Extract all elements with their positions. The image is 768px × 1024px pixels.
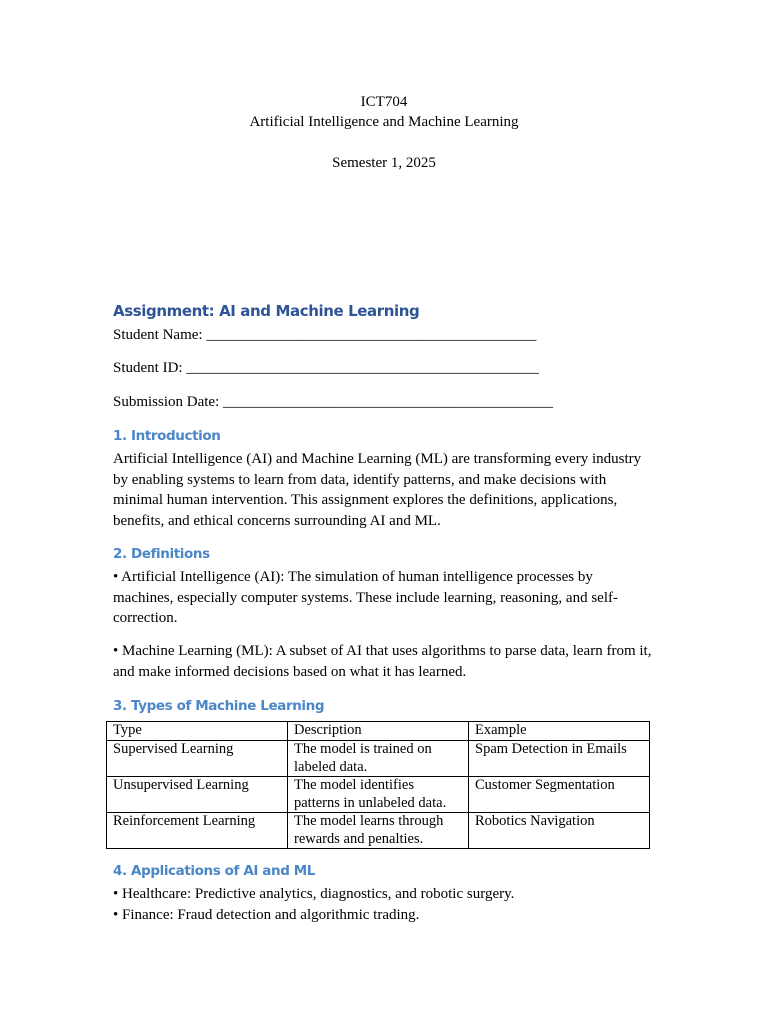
table-cell: Reinforcement Learning — [107, 813, 288, 849]
column-header-type: Type — [107, 722, 288, 741]
student-id-blank: _______________________________________________ — [186, 360, 539, 376]
column-header-example: Example — [469, 722, 650, 741]
submission-date-blank: ____________________________________________ — [223, 394, 554, 410]
definition-ai: • Artificial Intelligence (AI): The simulation of human intelligence processes by machines, especially computer systems. These include learning, reasoning, and self-correction. — [113, 569, 618, 626]
student-id-field — [113, 358, 539, 378]
semester: Semester 1, 2025 — [332, 155, 436, 171]
course-code: ICT704 — [360, 94, 408, 110]
table-cell: Supervised Learning — [107, 741, 288, 777]
course-title: Artificial Intelligence and Machine Learning — [249, 114, 519, 130]
table-cell: The model is trained on labeled data. — [288, 741, 469, 777]
assignment-title: Assignment: AI and Machine Learning — [113, 302, 420, 320]
introduction-heading: 1. Introduction — [113, 428, 221, 444]
submission-date-label: Submission Date: — [113, 394, 224, 410]
submission-date-field — [113, 392, 553, 412]
definitions-heading: 2. Definitions — [113, 546, 210, 562]
student-name-blank: ____________________________________________ — [206, 327, 537, 343]
table-row — [107, 777, 650, 813]
application-healthcare: • Healthcare: Predictive analytics, diagnostics, and robotic surgery. — [113, 886, 515, 902]
table-row — [107, 813, 650, 849]
definition-ml: • Machine Learning (ML): A subset of AI that uses algorithms to parse data, learn from it, and make informed decisions based on what it has learned. — [113, 643, 652, 680]
types-heading: 3. Types of Machine Learning — [113, 698, 325, 714]
application-finance: • Finance: Fraud detection and algorithmic trading. — [113, 907, 420, 923]
table-cell: Customer Segmentation — [469, 777, 650, 813]
table-cell: Unsupervised Learning — [107, 777, 288, 813]
column-header-description: Description — [288, 722, 469, 741]
ml-types-table — [106, 721, 650, 849]
student-id-label: Student ID: — [113, 360, 187, 376]
student-name-label: Student Name: — [113, 327, 207, 343]
table-header-row — [107, 722, 650, 741]
table-cell: Spam Detection in Emails — [469, 741, 650, 777]
student-name-field — [113, 325, 536, 345]
applications-heading: 4. Applications of AI and ML — [113, 863, 316, 879]
introduction-text: Artificial Intelligence (AI) and Machine Learning (ML) are transforming every industry by enabling systems to learn from data, identify patterns, and make decisions with minimal human intervention. This assignment explores the definitions, applications, benefits, and ethical concerns surrounding AI and ML. — [113, 451, 642, 529]
table-cell: The model learns through rewards and penalties. — [288, 813, 469, 849]
table-cell: Robotics Navigation — [469, 813, 650, 849]
table-cell: The model identifies patterns in unlabeled data. — [288, 777, 469, 813]
table-row — [107, 741, 650, 777]
